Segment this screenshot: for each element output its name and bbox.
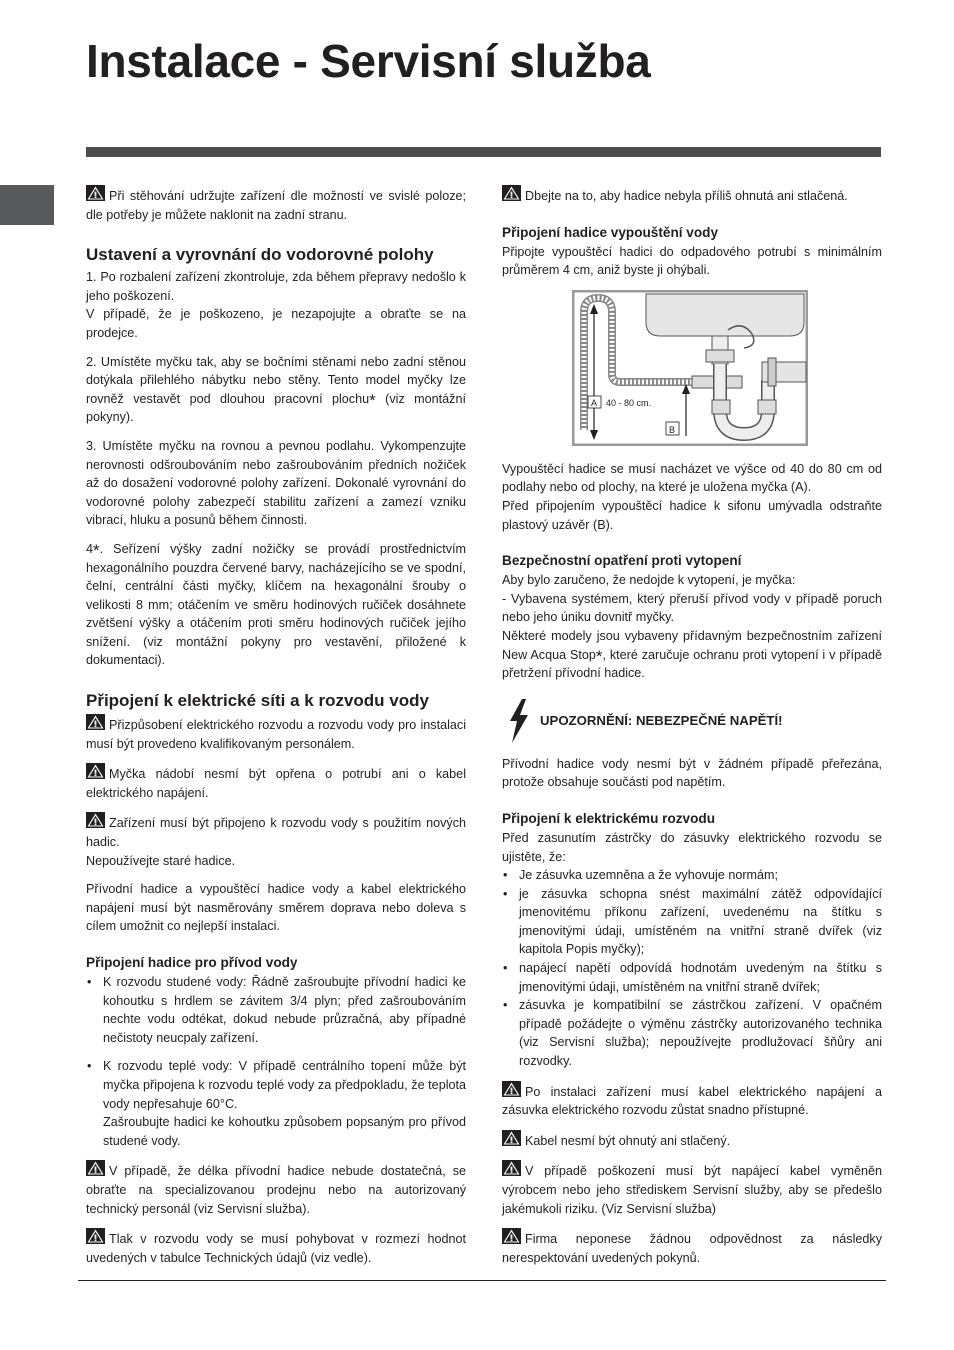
page-title: Instalace - Servisní služba bbox=[86, 35, 651, 87]
paragraph-before-plugging: Před zasunutím zástrčky do zásuvky elektrického rozvodu se ujistěte, že: bbox=[502, 830, 882, 864]
warning-liability: Firma neponese žádnou odpovědnost za následky nerespektování uvedených pokynů. bbox=[502, 1228, 882, 1267]
paragraph-step-1-damage: V případě, že je poškozeno, je nezapojujte a obraťte se na prodejce. bbox=[86, 307, 466, 340]
heading-leveling: Ustavení a vyrovnání do vodorovné polohy bbox=[86, 245, 434, 265]
header-bar bbox=[86, 147, 881, 157]
danger-text: UPOZORNĚNÍ: NEBEZPEČNÉ NAPĚTÍ! bbox=[540, 713, 783, 729]
list-item: • napájecí napětí odpovídá hodnotám uvedeným na štítku s jmenovitými údaji, umístěném na vnitřní straně dvířek; bbox=[503, 961, 882, 994]
dimension-label: 40 - 80 cm. bbox=[606, 397, 652, 408]
left-column bbox=[86, 185, 466, 1277]
warning-accessible: Po instalaci zařízení musí kabel elektrického napájení a zásuvka elektrického rozvodu zůstat snadno přístupné. bbox=[502, 1081, 882, 1120]
danger-notice bbox=[502, 699, 882, 743]
heading-drain-hose: Připojení hadice vypouštění vody bbox=[502, 224, 719, 240]
paragraph-flood-3: Některé modely jsou vybaveny přídavným bezpečnostním zařízení New Acqua Stop*, které zaručuje ochranu proti vytopení i v případě přetržení přívodní hadice. bbox=[502, 628, 882, 681]
footer-rule bbox=[78, 1280, 886, 1281]
warning-triangle-icon bbox=[502, 1130, 521, 1146]
warning-cable-bend: Kabel nesmí být ohnutý ani stlačený. bbox=[502, 1130, 882, 1151]
electric-checklist bbox=[502, 866, 882, 1071]
warning-hose-length: V případě, že délka přívodní hadice nebude dostatečná, se obraťte na specializovanou prodejnu nebo na autorizovaný technický personál (viz Servisní služba). bbox=[86, 1160, 466, 1218]
paragraph-no-cut: Přívodní hadice vody nesmí být v žádném případě přeřezána, protože obsahuje součásti pod napětím. bbox=[502, 756, 882, 790]
drain-diagram bbox=[572, 290, 808, 446]
warning-hose-bend: Dbejte na to, aby hadice nebyla příliš ohnutá ani stlačená. bbox=[502, 185, 882, 206]
warning-pressure: Tlak v rozvodu vody se musí pohybovat v rozmezí hodnot uvedených v tabulce Technických údajů (viz vedle). bbox=[86, 1228, 466, 1267]
label-a: A bbox=[591, 397, 598, 408]
list-item: • je zásuvka schopna snést maximální zátěž odpovídající jmenovitému příkonu zařízení, uvedenému na štítku s jmenovitými údaji, umístěném na vnitřní straně dvířek (viz kapitola Popis myčky); bbox=[503, 886, 882, 957]
asterisk-mark: * bbox=[93, 540, 100, 560]
warning-triangle-icon bbox=[86, 763, 105, 779]
warning-no-pipes: Myčka nádobí nesmí být opřena o potrubí ani o kabel elektrického napájení. bbox=[86, 763, 466, 802]
heading-water-supply: Připojení hadice pro přívod vody bbox=[86, 955, 298, 970]
warning-new-hoses: Zařízení musí být připojeno k rozvodu vody s použitím nových hadic. bbox=[86, 812, 466, 851]
list-item: • Je zásuvka uzemněna a že vyhovuje normám; bbox=[503, 868, 779, 883]
warning-cable-replace: V případě poškození musí být napájecí kabel vyměněn výrobcem nebo jeho střediskem Servisní služby, aby se předešlo jakémukoli riziku. (Viz Servisní služba) bbox=[502, 1160, 882, 1218]
list-item: • K rozvodu teplé vody: V případě centrálního topení může být myčka připojena k rozvodu teplé vody za předpokladu, že teplota vody nepřesahuje 60°C. Zašroubujte hadici ke kohoutku způsobem popsaným pro přívod studené vody. bbox=[87, 1059, 466, 1148]
warning-triangle-icon bbox=[502, 1228, 521, 1244]
paragraph-hose-direction: Přívodní hadice a vypouštěcí hadice vody a kabel elektrického napájení musí být nasměrovány směrem doprava nebo doleva s cílem umožnit co nejlepší instalaci. bbox=[86, 882, 466, 934]
paragraph-remove-cap: Před připojením vypouštěcí hadice k sifonu umývadla odstraňte plastový uzávěr (B). bbox=[502, 498, 882, 532]
warning-triangle-icon bbox=[86, 714, 105, 730]
warning-triangle-icon bbox=[86, 1160, 105, 1176]
paragraph-drain-hose: Připojte vypouštěcí hadici do odpadového potrubí s minimálním průměrem 4 cm, aniž byste ji ohýbali. bbox=[502, 244, 882, 278]
section-tab-marker bbox=[0, 185, 54, 225]
heading-flood-protection: Bezpečnostní opatření proti vytopení bbox=[502, 553, 742, 569]
warning-triangle-icon bbox=[86, 185, 105, 201]
list-item: • K rozvodu studené vody: Řádně zašroubujte přívodní hadici ke kohoutku s hrdlem se závitem 3/4 plyn; před zašroubováním nechte vodu odtékat, dokud nebude průzračná, aby případné nečistoty neucpaly zařízení. bbox=[87, 975, 466, 1045]
warning-triangle-icon bbox=[502, 185, 521, 201]
paragraph-step-2: 2. Umístěte myčku tak, aby se bočními stěnami nebo zadní stěnou dotýkala přilehlého nábytku nebo stěny. Tento model myčky lze rovněž vestavět pod dlouhou pracovní plochu* (viz montážní pokyny). bbox=[86, 354, 466, 425]
paragraph-flood-1: Aby bylo zaručeno, že nedojde k vytopení, je myčka: bbox=[502, 573, 796, 588]
heading-electric-connection: Připojení k elektrickému rozvodu bbox=[502, 810, 716, 826]
warning-triangle-icon bbox=[502, 1081, 521, 1097]
paragraph-step-3: 3. Umístěte myčku na rovnou a pevnou podlahu. Vykompenzujte nerovnosti odšroubováním nebo zašroubováním předních nožiček až do dosažení vodorovné polohy zařízení. Dokonalé vyrovnání do vodorovné polohy zabezpečí stabilitu zařízení a zamezí vzniku vibrací, hluku a posunů během činnosti. bbox=[86, 438, 466, 528]
warning-triangle-icon bbox=[86, 1228, 105, 1244]
list-item: • zásuvka je kompatibilní se zástrčkou zařízení. V opačném případě požádejte o výměnu zástrčky autorizovaného technika (viz Servisní služba); nepoužívejte prodlužovací šňůry ani rozvodky. bbox=[503, 998, 882, 1069]
right-column bbox=[502, 185, 882, 1277]
lightning-bolt-icon bbox=[506, 699, 532, 743]
supply-list bbox=[86, 973, 466, 1150]
warning-triangle-icon bbox=[86, 812, 105, 828]
heading-electric-water: Připojení k elektrické síti a k rozvodu vody bbox=[86, 691, 429, 711]
warning-triangle-icon bbox=[502, 1160, 521, 1176]
intro-paragraph: Při stěhování udržujte zařízení dle možností ve svislé poloze; dle potřeby je můžete naklonit na zadní stranu. bbox=[86, 185, 466, 224]
warning-qualified-staff: Přizpůsobení elektrického rozvodu a rozvodu vody pro instalaci musí být provedeno kvalifikovaným personálem. bbox=[86, 714, 466, 753]
paragraph-step-4: 4*. Seřízení výšky zadní nožičky se provádí prostřednictvím hexagonálního pouzdra červené barvy, nacházejícího se ve spodní, čelní, centrální části myčky, klíčem na hexagonální šrouby o velikosti 8 mm; otáčením ve směru hodinových ručiček dosáhnete zvětšení výšky a otáčením proti směru hodinových ručiček jejího snížení. (viz montážní pokyny pro vestavění, přiložené k dokumentaci). bbox=[86, 540, 466, 668]
paragraph-hose-height: Vypouštěcí hadice se musí nacházet ve výšce od 40 do 80 cm od podlahy nebo od plochy, na které je uložena myčka (A). bbox=[502, 461, 882, 495]
paragraph-flood-2: - Vybavena systémem, který přeruší přívod vody v případě poruch nebo jeho úniku dovnitř myčky. bbox=[502, 591, 882, 625]
asterisk-mark: * bbox=[595, 646, 603, 666]
asterisk-mark: * bbox=[369, 390, 376, 410]
label-b: B bbox=[669, 424, 676, 435]
paragraph-step-1: 1. Po rozbalení zařízení zkontroluje, zda během přepravy nedošlo k jeho poškození. bbox=[86, 270, 466, 303]
paragraph-no-old-hoses: Nepoužívejte staré hadice. bbox=[86, 853, 236, 868]
